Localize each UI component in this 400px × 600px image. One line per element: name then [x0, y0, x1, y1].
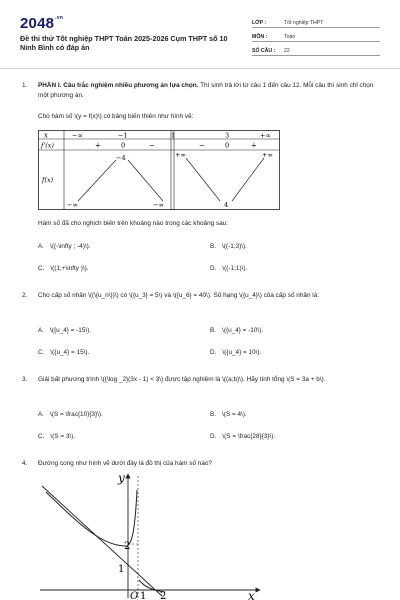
- question-1-stem: Cho hàm số \(y = f(x)\) có bảng biến thiên như hình vẽ:: [38, 113, 194, 120]
- asymptote-line: [42, 486, 162, 596]
- sign: +: [251, 141, 257, 150]
- arrow-up: [78, 160, 116, 201]
- part-instructions: Thí sinh trả lời từ câu 1 đến câu 12. Mỗi câu thí sinh chỉ chọn một phương án.: [38, 82, 374, 99]
- meta-panel: [252, 14, 380, 56]
- option-label: A.: [38, 411, 45, 418]
- function-graph: [40, 470, 270, 600]
- origin-label: O: [130, 591, 139, 600]
- sign: −: [149, 141, 155, 150]
- option-label: D.: [210, 265, 217, 272]
- option-label: A.: [38, 327, 45, 334]
- option-d[interactable]: [210, 349, 261, 356]
- table-f-label: f(x): [42, 176, 54, 184]
- question-number: 2.: [22, 292, 28, 299]
- option-b[interactable]: [210, 411, 247, 418]
- question-text: Giải bất phương trình \({\log _2}(3x - 1) < 3\) được tập nghiệm là \((a;b)\). Hãy tính tổng \(S = 3a + b\).: [38, 376, 326, 383]
- site-logo[interactable]: [20, 15, 63, 32]
- arrow-up: [232, 158, 264, 201]
- question-text: Cho cấp số nhân \((\{u_n\})\) có \({u_3} = 5\) và \({u_6} = 40\). Số hạng \({u_4}\) của cấp số nhân là:: [38, 292, 320, 299]
- option-text: \((-1;1)\).: [222, 265, 248, 272]
- meta-value: 22: [284, 48, 290, 54]
- option-text: \((1;+\infty )\).: [50, 265, 89, 272]
- sign: −: [199, 141, 205, 150]
- option-a[interactable]: [38, 327, 91, 334]
- option-text: \(S = \frac{28}{3}\).: [222, 433, 276, 440]
- question-number: 1.: [22, 82, 28, 89]
- x-value: +∞: [260, 131, 271, 140]
- option-text: \(S = \frac{10}{3}\).: [50, 411, 103, 418]
- header-divider: [0, 68, 400, 69]
- y-axis-label: y: [118, 471, 125, 485]
- x-value: 1: [171, 131, 176, 140]
- variation-table: [38, 130, 280, 210]
- meta-key: SỐ CÂU :: [252, 48, 276, 54]
- logo-suffix: .vn: [55, 15, 63, 21]
- sign: 0: [121, 141, 126, 150]
- option-label: B.: [210, 411, 217, 418]
- curve-left: [46, 490, 137, 546]
- x-value: −1: [118, 131, 128, 140]
- meta-key: MÔN :: [252, 34, 268, 40]
- option-c[interactable]: [38, 265, 89, 272]
- option-b[interactable]: [210, 327, 263, 334]
- meta-row-class: [252, 14, 380, 28]
- f-value: −∞: [67, 201, 78, 209]
- option-label: B.: [210, 327, 217, 334]
- x-value: 3: [225, 131, 230, 140]
- part-heading: PHẦN I. Câu trắc nghiệm nhiều phương án lựa chọn.: [38, 82, 199, 89]
- option-label: D.: [210, 433, 217, 440]
- tick-label-y1: 1: [118, 564, 125, 575]
- option-c[interactable]: [38, 349, 89, 356]
- document-title: Đề thi thử Tốt nghiệp THPT Toán 2025-2026 Cụm THPT số 10 Ninh Bình có đáp án: [20, 34, 228, 52]
- tick-label-x1: 1: [140, 591, 147, 600]
- option-text: \((-1;3)\).: [222, 243, 247, 250]
- f-value: 4: [224, 201, 229, 209]
- meta-value: Tốt nghiệp THPT: [284, 20, 324, 26]
- question-1-prompt: Hàm số đã cho nghịch biến trên khoảng nào trong các khoảng sau:: [38, 220, 229, 227]
- meta-row-subject: [252, 28, 380, 42]
- question-intro: [38, 81, 378, 100]
- sign: 0: [225, 141, 230, 150]
- table-fprime-label: f'(x): [41, 141, 54, 150]
- f-value: +∞: [175, 151, 186, 159]
- question-number: 3.: [22, 376, 28, 383]
- option-text: \((-\infty ; -4)\).: [50, 243, 91, 250]
- option-d[interactable]: [210, 265, 247, 272]
- option-b[interactable]: [210, 243, 247, 250]
- tick-label-y2: 2: [124, 541, 131, 552]
- x-value: −∞: [72, 131, 83, 140]
- x-axis-label: x: [248, 589, 255, 600]
- logo-text: 2048: [20, 15, 55, 32]
- meta-row-count: [252, 42, 380, 56]
- meta-key: LỚP :: [252, 20, 267, 26]
- option-c[interactable]: [38, 433, 75, 440]
- option-label: B.: [210, 243, 217, 250]
- question-text: Đường cong như hình vẽ dưới đây là đồ thị của hàm số nào?: [38, 460, 212, 467]
- option-text: \({u_4} = 15\).: [50, 349, 90, 356]
- f-value: −∞: [153, 201, 164, 209]
- sign: +: [95, 141, 101, 150]
- table-x-label: x: [44, 131, 48, 140]
- option-a[interactable]: [38, 243, 91, 250]
- f-value: +∞: [262, 151, 273, 159]
- meta-value: Toán: [284, 34, 296, 40]
- option-text: \(S = 4\).: [222, 411, 247, 418]
- option-text: \({u_4} = -10\).: [222, 327, 264, 334]
- option-text: \({u_4} = 10\).: [222, 349, 262, 356]
- option-text: \(S = 3\).: [50, 433, 76, 440]
- option-label: D.: [210, 349, 217, 356]
- option-text: \({u_4} = -15\).: [50, 327, 92, 334]
- option-a[interactable]: [38, 411, 103, 418]
- option-label: C.: [38, 265, 45, 272]
- option-label: A.: [38, 243, 45, 250]
- option-label: C.: [38, 349, 45, 356]
- f-value: −4: [116, 154, 126, 162]
- question-number: 4.: [22, 460, 28, 467]
- tick-label-x2: 2: [160, 591, 167, 600]
- option-d[interactable]: [210, 433, 275, 440]
- option-label: C.: [38, 433, 45, 440]
- arrow-down: [128, 160, 163, 201]
- arrow-down: [186, 158, 220, 201]
